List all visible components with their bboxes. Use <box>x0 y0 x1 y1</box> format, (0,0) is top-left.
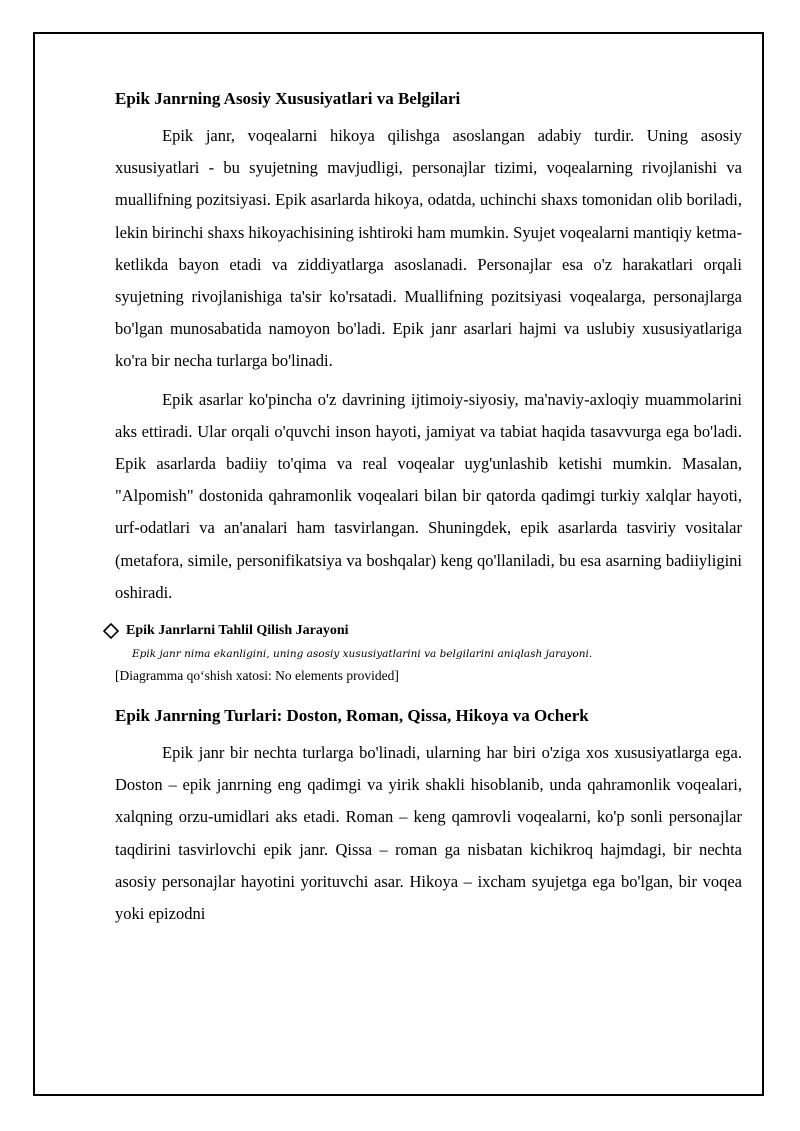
diagram-error-message: [Diagramma qo‘shish xatosi: No elements provided] <box>115 668 399 684</box>
section-heading: Epik Janrning Turlari: Doston, Roman, Qissa, Hikoya va Ocherk <box>115 706 589 726</box>
diagram-title: Epik Janrlarni Tahlil Qilish Jarayoni <box>126 623 349 639</box>
paragraph: Epik janr, voqealarni hikoya qilishga asoslangan adabiy turdir. Uning asosiy xususiyatlari - bu syujetning mavjudligi, personajlar tizimi, voqealarning rivojlanishi va muallifning pozitsiyasi. Epik asarlarda hikoya, odatda, uchinchi shaxs tomonidan olib boriladi, lekin birinchi shaxs hikoyachisining ishtiroki ham mumkin. Syujet voqealarni mantiqiy ketma-ketlikda bayon etadi va ziddiyatlarga asoslanadi. Personajlar esa o'z harakatlari orqali syujetning rivojlanishiga ta'sir ko'rsatadi. Muallifning pozitsiyasi voqealarga, personajlarga bo'lgan munosabatida namoyon bo'ladi. Epik janr asarlari hajmi va uslubiy xususiyatlariga ko'ra bir necha turlarga bo'linadi. <box>115 126 742 371</box>
diagram-description: Epik janr nima ekanligini, uning asosiy xususiyatlarini va belgilarini aniqlash jarayoni. <box>132 648 593 661</box>
paragraph: Epik asarlar ko'pincha o'z davrining ijtimoiy-siyosiy, ma'naviy-axloqiy muammolarini aks ettiradi. Ular orqali o'quvchi inson hayoti, jamiyat va tabiat haqida tasavvurga ega bo'ladi. Epik asarlarda badiiy to'qima va real voqealar uyg'unlashib ketishi mumkin. Masalan, "Alpomish" dostonida qahramonlik voqealari bilan bir qatorda qadimgi turkiy xalqlar hayoti, urf-odatlari va an'analari ham tasvirlangan. Shuningdek, epik asarlarda tasviriy vositalar (metafora, simile, personifikatsiya va boshqalar) keng qo'llaniladi, bu esa asarning badiiyligini oshiradi. <box>115 389 742 602</box>
section-heading: Epik Janrning Asosiy Xususiyatlari va Belgilari <box>115 89 461 108</box>
document-body <box>115 88 742 930</box>
diagram-heading <box>115 621 742 641</box>
paragraph: Epik janr bir nechta turlarga bo'linadi, ularning har biri o'ziga xos xususiyatlarga ega. Doston – epik janrning eng qadimgi va yirik shakli hisoblanib, unda qahramonlik voqealari, xalqning orzu-umidlari aks etadi. Roman – keng qamrovli voqealarni, ko'p sonli personajlar taqdirini tasvirlovchi epik janr. Qissa – roman ga nisbatan kichikroq hajmdagi, bir nechta asosiy personajlar hayotini yorituvchi asar. Hikoya – ixcham syujetga ega bo'lgan, bir voqea yoki epizodni <box>115 743 742 924</box>
diamond-icon <box>102 622 120 640</box>
